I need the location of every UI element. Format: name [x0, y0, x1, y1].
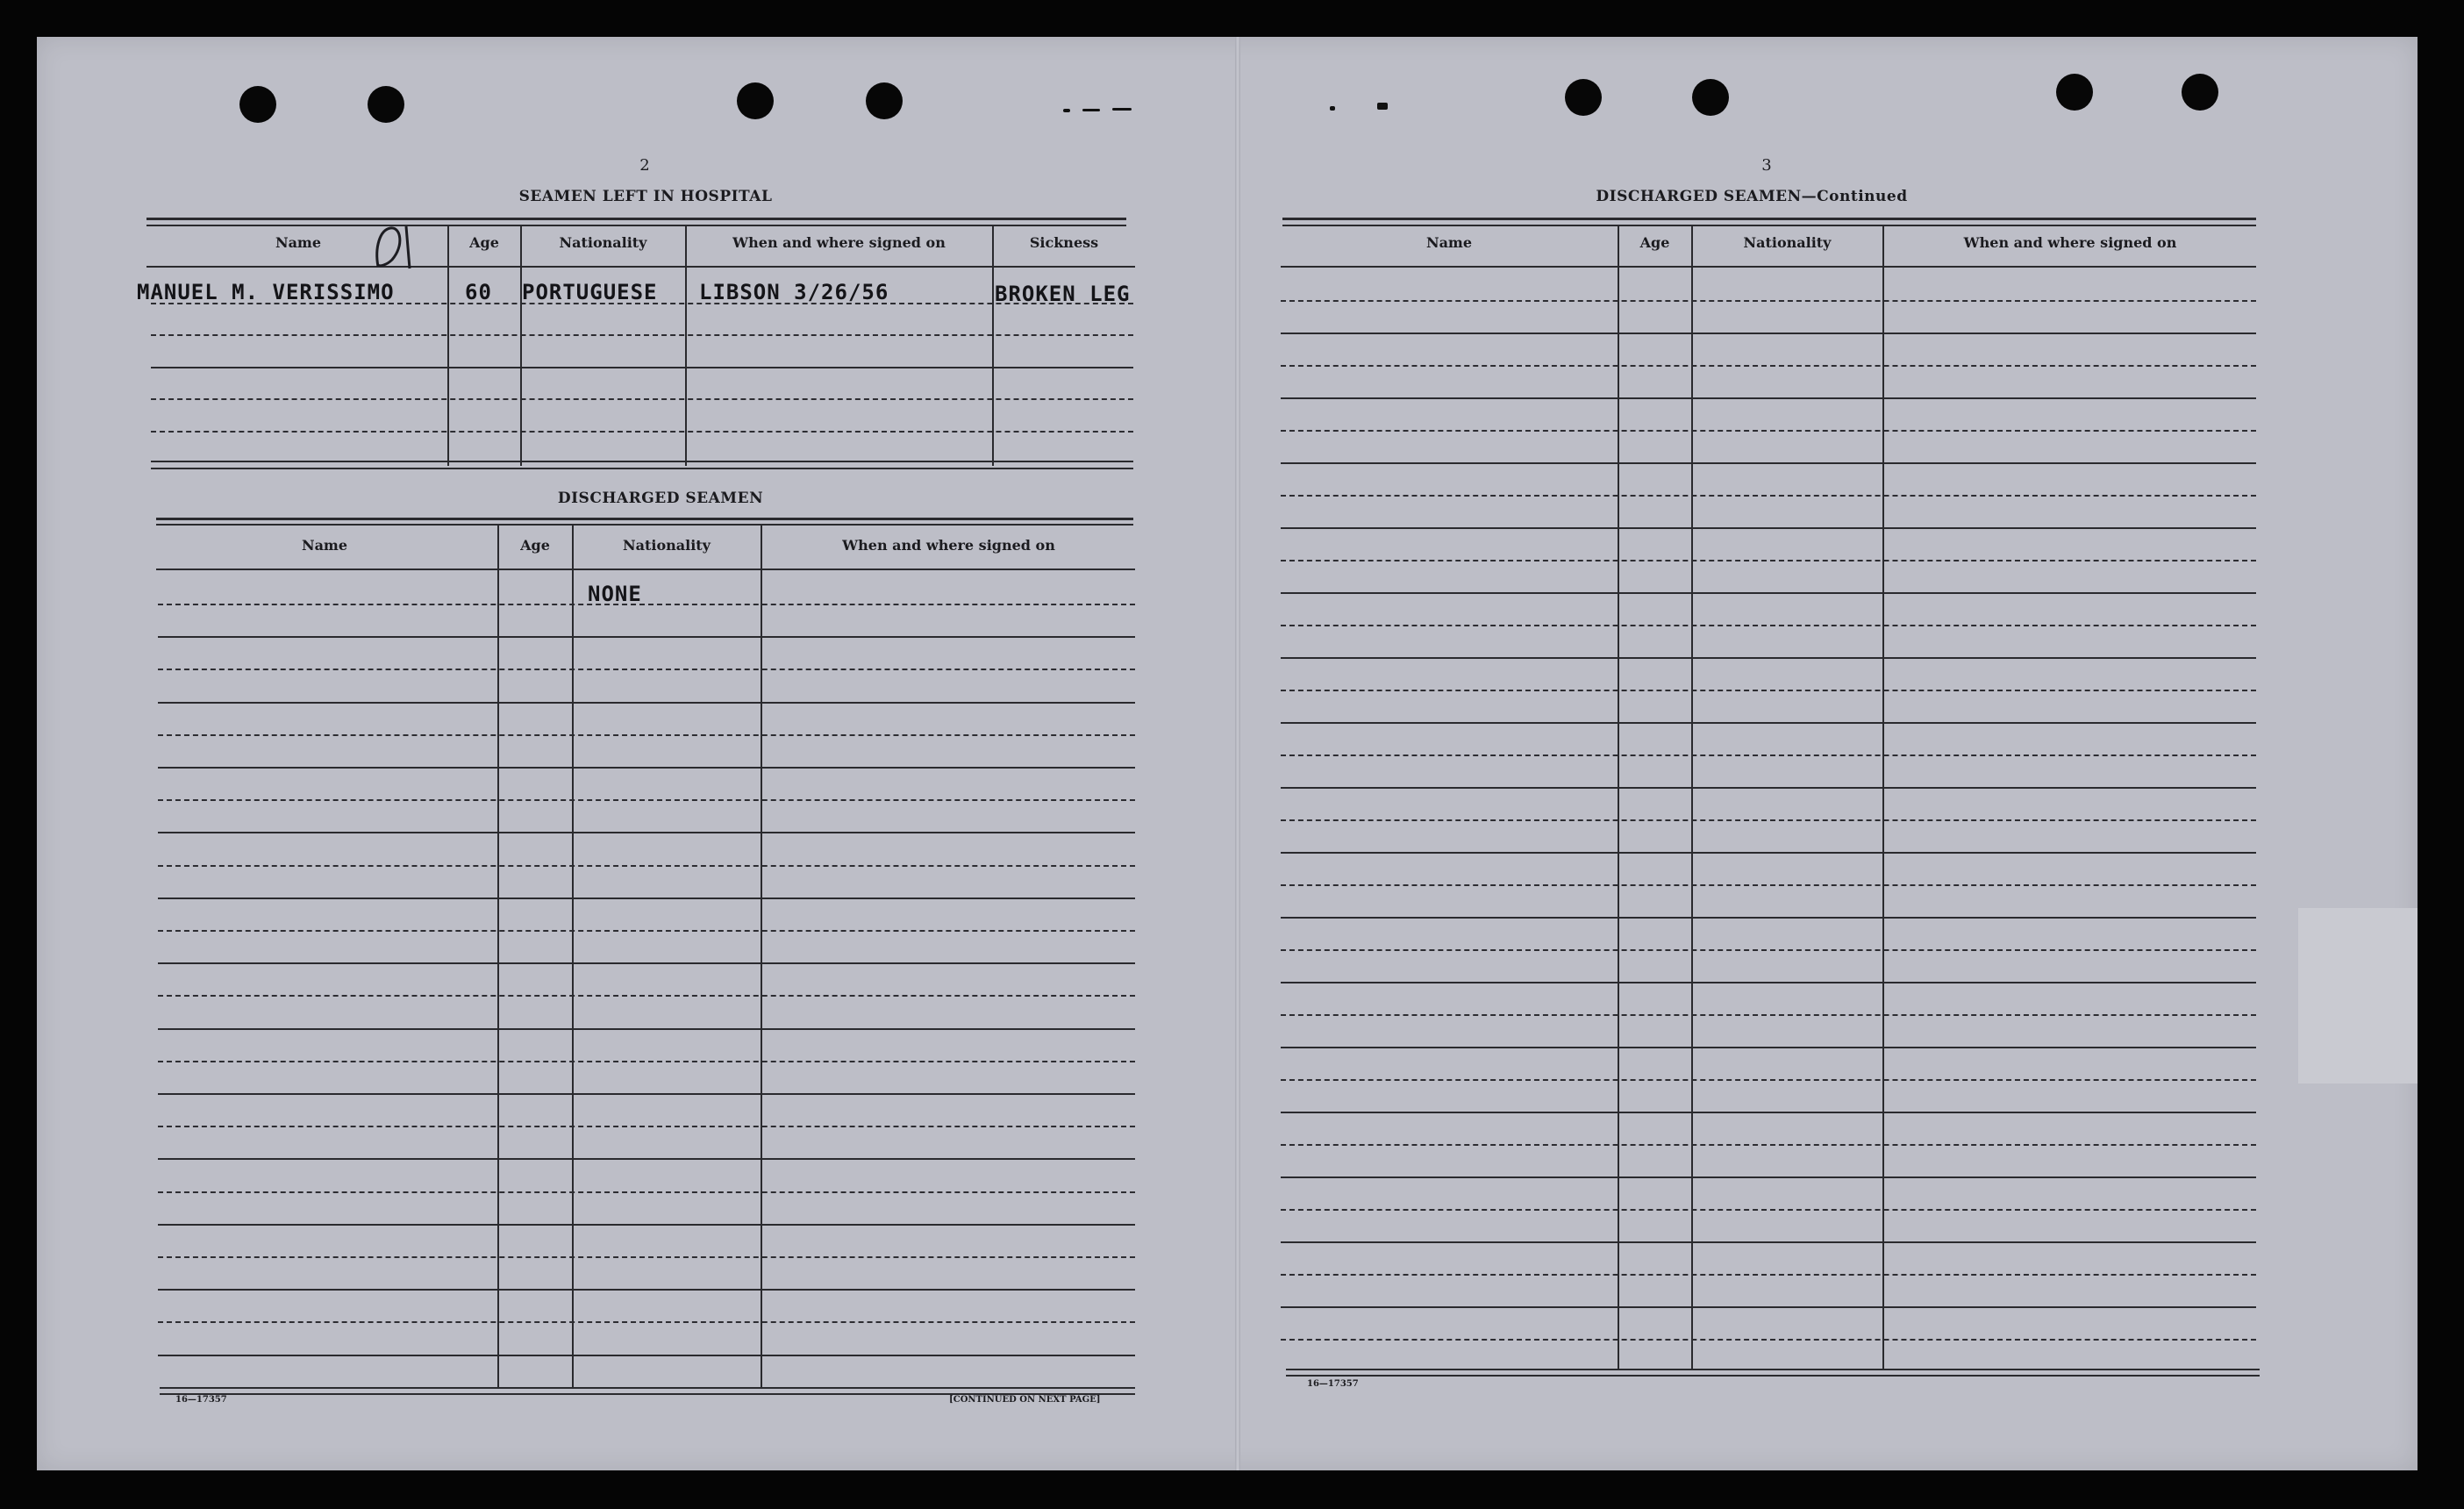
row-rule	[158, 604, 1135, 605]
row-rule	[1281, 884, 2256, 886]
row-rule	[158, 669, 1135, 670]
table-top-rule	[1282, 218, 2256, 220]
column-header-nationality: Nationality	[1743, 234, 1832, 251]
column-header-signed-on: When and where signed on	[1963, 234, 2177, 251]
binder-hole	[1692, 79, 1729, 116]
table-bottom-rule	[1286, 1375, 2260, 1377]
paper-speck	[1377, 103, 1388, 110]
row-rule	[1281, 1144, 2256, 1146]
row-rule	[151, 334, 1133, 336]
row-rule	[158, 734, 1135, 736]
row-rule	[1281, 560, 2256, 561]
row-rule	[158, 832, 1135, 833]
row-rule	[1281, 462, 2256, 464]
row-rule	[1281, 397, 2256, 399]
row-rule	[1281, 657, 2256, 659]
paper-speck	[1082, 109, 1100, 111]
page-number: 2	[639, 156, 650, 175]
column-header-nationality: Nationality	[623, 537, 711, 554]
column-divider	[1618, 225, 1619, 1370]
column-divider	[447, 225, 449, 466]
column-divider	[685, 225, 687, 466]
header-bottom-rule	[146, 266, 1135, 268]
binder-hole	[1565, 79, 1602, 116]
row-rule	[158, 799, 1135, 801]
hospital-sickness: BROKEN LEG	[995, 282, 1131, 306]
row-rule	[158, 1061, 1135, 1062]
row-rule	[158, 1289, 1135, 1291]
row-rule	[1281, 592, 2256, 594]
row-rule	[1281, 1306, 2256, 1308]
row-rule	[158, 1256, 1135, 1258]
row-rule	[158, 898, 1135, 899]
column-divider	[520, 225, 522, 466]
handwritten-initial	[371, 221, 418, 272]
header-bottom-rule	[156, 569, 1135, 570]
table-top-rule	[156, 518, 1133, 520]
paper-speck	[1112, 108, 1132, 111]
column-divider	[761, 524, 762, 1388]
row-rule	[151, 431, 1133, 433]
column-header-nationality: Nationality	[559, 234, 647, 251]
row-rule	[158, 1126, 1135, 1127]
row-rule	[1281, 495, 2256, 497]
table-bottom-rule	[160, 1387, 1135, 1389]
hospital-nationality: PORTUGUESE	[522, 280, 658, 304]
row-rule	[1281, 982, 2256, 983]
row-rule	[158, 962, 1135, 964]
section-title-discharged: DISCHARGED SEAMEN	[557, 490, 764, 507]
form-number: 16—17357	[175, 1395, 227, 1405]
binder-hole	[368, 86, 404, 123]
table-top-rule	[156, 524, 1133, 526]
row-rule	[1281, 527, 2256, 529]
row-rule	[158, 995, 1135, 997]
row-rule	[1281, 1047, 2256, 1048]
row-rule	[158, 865, 1135, 867]
row-rule	[158, 930, 1135, 932]
section-title-discharged-continued: DISCHARGED SEAMEN—Continued	[1596, 188, 1908, 205]
table-top-rule	[1282, 225, 2256, 226]
table-bottom-rule	[1286, 1369, 2260, 1370]
page-number: 3	[1761, 156, 1772, 175]
column-divider	[572, 524, 574, 1388]
row-rule	[158, 1224, 1135, 1226]
row-rule	[1281, 1339, 2256, 1341]
row-rule	[1281, 787, 2256, 789]
form-number: 16—17357	[1307, 1379, 1359, 1389]
row-rule	[1281, 917, 2256, 919]
row-rule	[1281, 333, 2256, 334]
row-rule	[1281, 819, 2256, 821]
discharged-entry: NONE	[588, 582, 642, 606]
row-rule	[1281, 1209, 2256, 1211]
row-rule	[151, 398, 1133, 400]
hospital-age: 60	[465, 280, 492, 304]
center-fold	[1235, 37, 1240, 1470]
row-rule	[158, 1355, 1135, 1356]
paper-edge-tab	[2298, 908, 2418, 1083]
column-header-age: Age	[520, 537, 550, 554]
column-header-signed-on: When and where signed on	[842, 537, 1055, 554]
column-header-name: Name	[275, 234, 322, 251]
row-rule	[158, 767, 1135, 769]
row-rule	[1281, 949, 2256, 951]
column-header-signed-on: When and where signed on	[732, 234, 946, 251]
row-rule	[1281, 300, 2256, 302]
row-rule	[1281, 625, 2256, 626]
column-divider	[1691, 225, 1693, 1370]
header-bottom-rule	[1281, 266, 2256, 268]
column-header-age: Age	[469, 234, 499, 251]
table-top-rule	[146, 225, 1126, 226]
row-rule	[1281, 852, 2256, 854]
column-header-sickness: Sickness	[1029, 234, 1099, 251]
row-rule	[1281, 1241, 2256, 1243]
continued-note: [CONTINUED ON NEXT PAGE]	[949, 1395, 1101, 1405]
paper-speck	[1063, 109, 1070, 112]
row-rule	[1281, 1014, 2256, 1016]
column-divider	[992, 225, 994, 466]
hospital-name: MANUEL M. VERISSIMO	[137, 280, 395, 304]
binder-hole	[737, 82, 774, 119]
column-divider	[497, 524, 499, 1388]
binder-hole	[2182, 74, 2218, 111]
row-rule	[1281, 365, 2256, 367]
column-header-name: Name	[1425, 234, 1473, 251]
hospital-signed-on: LIBSON 3/26/56	[699, 280, 889, 304]
row-rule	[1281, 430, 2256, 432]
column-divider	[1882, 225, 1884, 1370]
row-rule	[1281, 690, 2256, 691]
row-rule	[158, 1028, 1135, 1030]
column-header-name: Name	[301, 537, 348, 554]
table-bottom-rule	[151, 468, 1133, 469]
binder-hole	[866, 82, 903, 119]
row-rule	[1281, 722, 2256, 724]
row-rule	[1281, 1176, 2256, 1178]
section-title-hospital: SEAMEN LEFT IN HOSPITAL	[518, 188, 773, 205]
row-rule	[158, 636, 1135, 638]
row-rule	[158, 702, 1135, 704]
row-rule	[1281, 1274, 2256, 1276]
row-rule	[158, 1321, 1135, 1323]
paper-speck	[1330, 106, 1335, 111]
row-rule	[158, 1191, 1135, 1193]
binder-hole	[239, 86, 276, 123]
row-rule	[158, 1093, 1135, 1095]
row-rule	[151, 461, 1133, 462]
row-rule	[1281, 754, 2256, 756]
table-top-rule	[146, 218, 1126, 220]
row-rule	[1281, 1112, 2256, 1113]
column-header-age: Age	[1639, 234, 1670, 251]
row-rule	[1281, 1079, 2256, 1081]
row-rule	[158, 1158, 1135, 1160]
binder-hole	[2056, 74, 2093, 111]
row-rule	[151, 367, 1133, 368]
